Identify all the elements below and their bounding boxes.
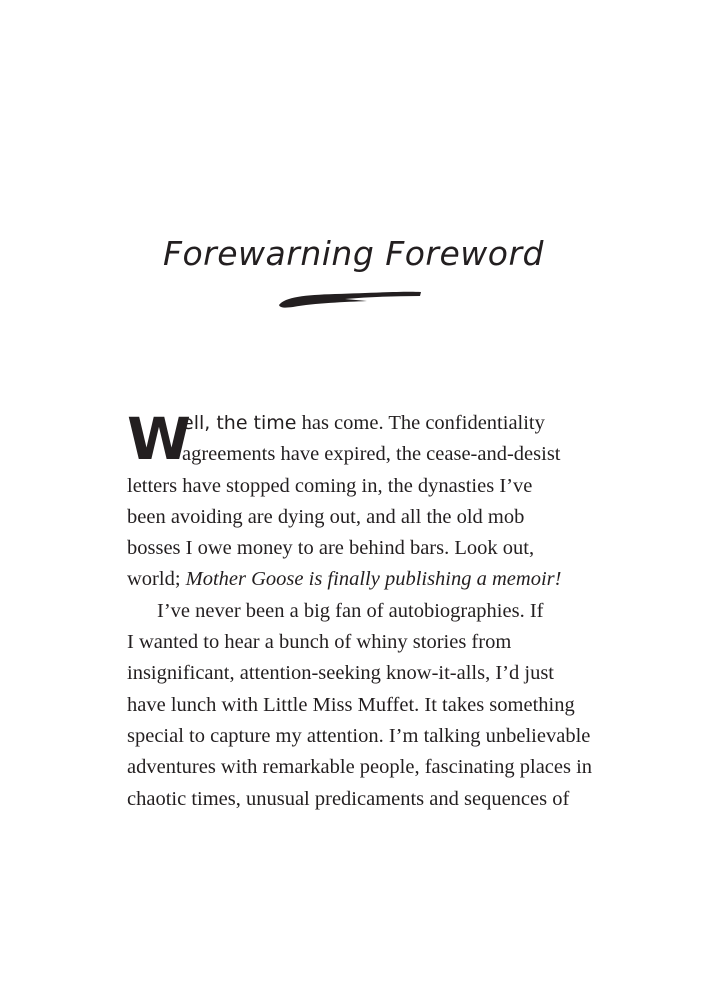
paragraph1-line5: bosses I owe money to are behind bars. Look out, [127, 537, 535, 560]
paragraph1-line3: letters have stopped coming in, the dynasties I’ve [127, 474, 533, 497]
paragraph2-line5: special to capture my attention. I’m talking unbelievable [127, 724, 591, 747]
drop-cap: W [127, 405, 191, 473]
paragraph2-line6: adventures with remarkable people, fascinating places in [127, 756, 593, 779]
title-underline-swash [275, 283, 425, 313]
paragraph2-line1: I’ve never been a big fan of autobiographies. If [157, 599, 544, 622]
paragraph2-line7: chaotic times, unusual predicaments and sequences of [127, 787, 570, 810]
paragraph2-line2: I wanted to hear a bunch of whiny stories from [127, 631, 512, 654]
line-text: world; [127, 568, 186, 591]
lead-in-text: ell, the time [182, 412, 297, 434]
chapter-title: Forewarning Foreword [163, 234, 544, 274]
paragraph2-line4: have lunch with Little Miss Muffet. It takes something [127, 693, 575, 716]
paragraph1-line4: been avoiding are dying out, and all the old mob [127, 505, 525, 528]
paragraph2-line3: insignificant, attention-seeking know-it-alls, I’d just [127, 662, 554, 685]
paragraph1-line6 [127, 564, 587, 595]
body-text [127, 405, 593, 815]
paragraph1-line2: agreements have expired, the cease-and-desist [182, 443, 561, 466]
memoir-italic-text: Mother Goose is finally publishing a memoir! [185, 568, 562, 591]
line-text: has come. The confidentiality [296, 412, 545, 434]
paragraph1-line1 [127, 408, 587, 439]
